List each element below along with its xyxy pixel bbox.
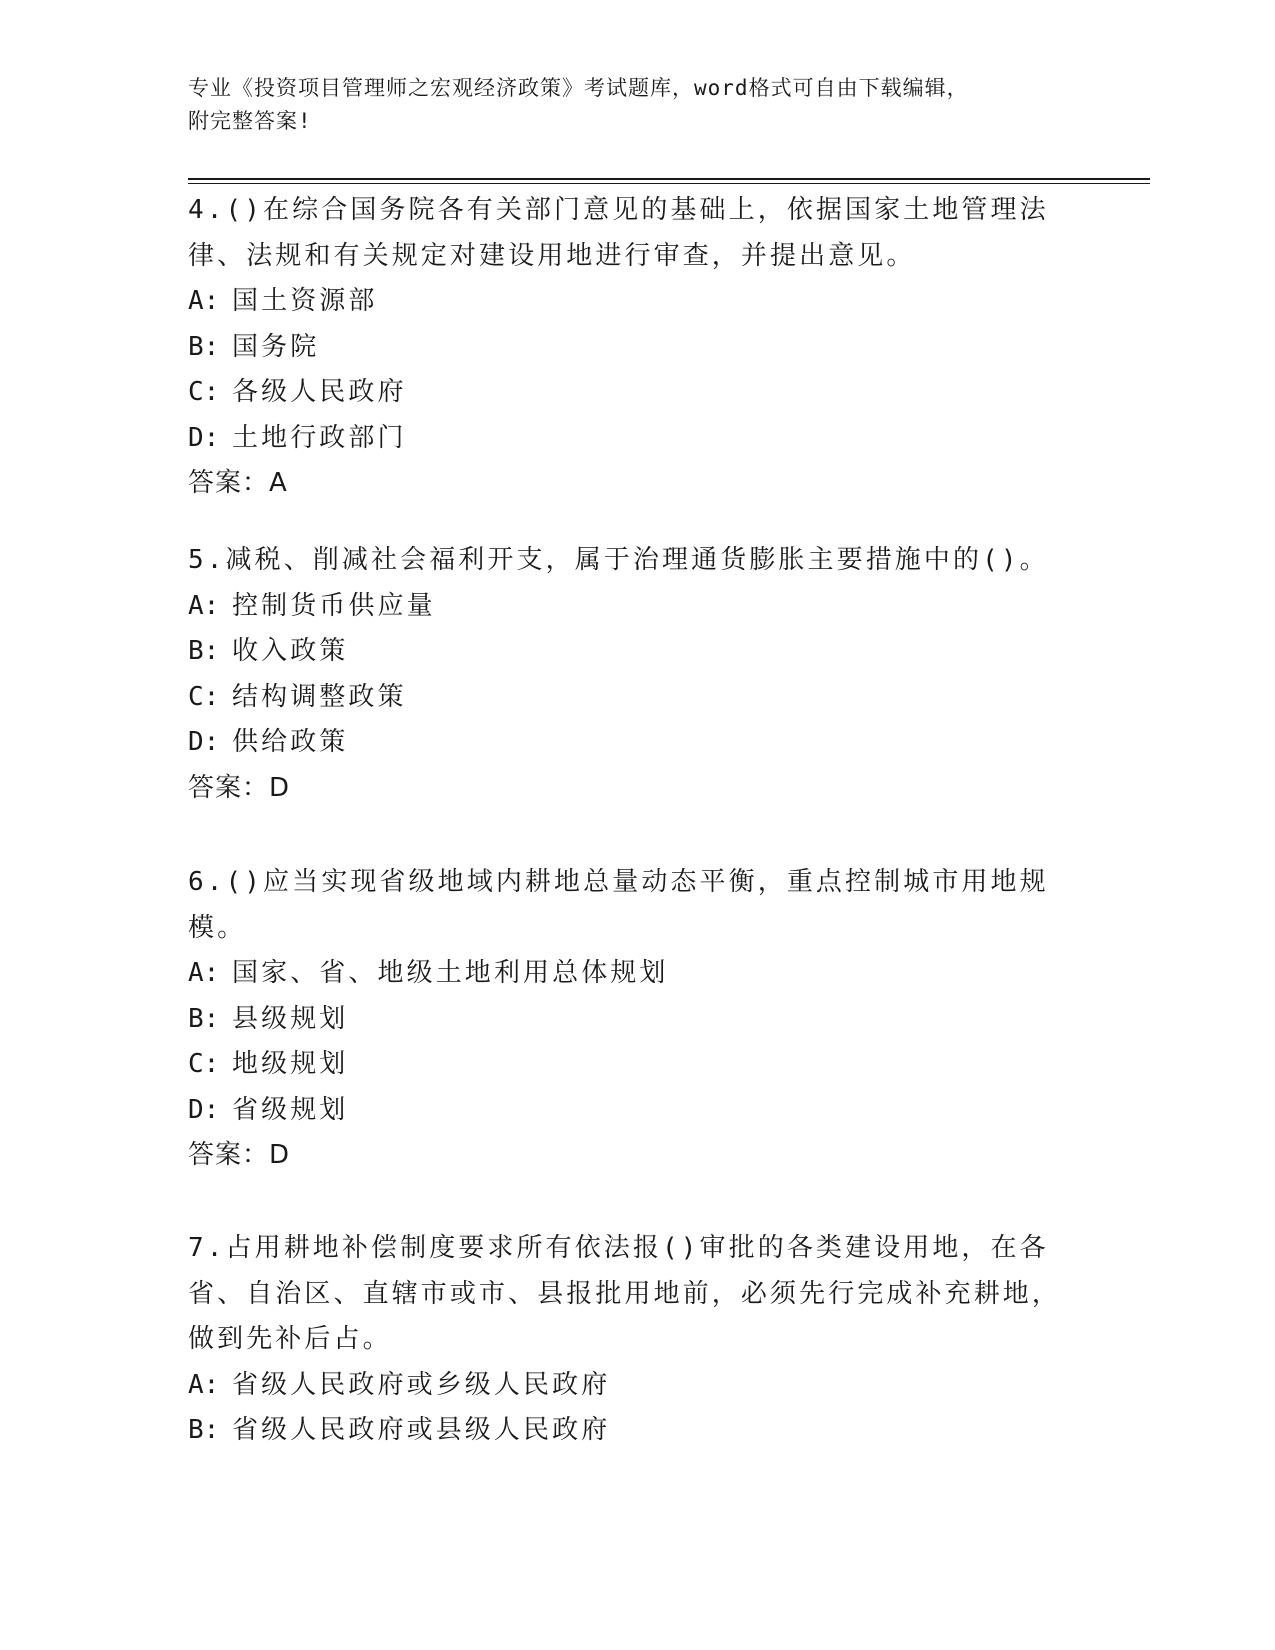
option-a — [188, 584, 1068, 630]
question-stem: 4.()在综合国务院各有关部门意见的基础上，依据国家土地管理法律、法规和有关规定对建设用地进行审查，并提出意见。 — [188, 195, 1049, 271]
option-letter: B: — [188, 1415, 220, 1445]
option-text: 控制货币供应量 — [232, 590, 436, 621]
option-d — [188, 1088, 1068, 1134]
option-text: 省级人民政府或乡级人民政府 — [232, 1369, 611, 1400]
option-text: 省级人民政府或县级人民政府 — [232, 1415, 611, 1445]
option-letter: B: — [188, 331, 220, 362]
header-line-1: 专业《投资项目管理师之宏观经济政策》考试题库，word格式可自由下载编辑， — [188, 76, 969, 100]
option-c — [188, 675, 1068, 721]
option-d — [188, 720, 1068, 766]
option-letter: C: — [188, 1049, 220, 1079]
header-line-2: 附完整答案! — [188, 109, 312, 133]
option-c — [188, 1042, 1068, 1088]
option-text: 土地行政部门 — [232, 422, 407, 453]
question-stem: 7.占用耕地补偿制度要求所有依法报()审批的各类建设用地，在各省、自治区、直辖市或市、县报批用地前，必须先行完成补充耕地，做到先补后占。 — [188, 1233, 1062, 1354]
option-text: 结构调整政策 — [232, 681, 407, 712]
answer: 答案：D — [188, 772, 291, 803]
option-text: 国土资源部 — [232, 286, 378, 316]
option-letter: A: — [188, 1369, 220, 1400]
option-letter: D: — [188, 1094, 220, 1125]
option-letter: A: — [188, 590, 220, 621]
option-b — [188, 629, 1068, 675]
option-letter: C: — [188, 681, 220, 712]
question-7 — [188, 1226, 1068, 1454]
option-b — [188, 1408, 1068, 1454]
option-text: 收入政策 — [232, 636, 349, 666]
option-letter: B: — [188, 1003, 220, 1034]
question-5 — [188, 538, 1068, 811]
option-text: 县级规划 — [232, 1003, 349, 1034]
option-b — [188, 997, 1068, 1043]
option-letter: C: — [188, 377, 220, 407]
option-b — [188, 325, 1068, 371]
option-text: 供给政策 — [232, 727, 349, 757]
option-text: 地级规划 — [232, 1049, 349, 1079]
header-divider — [188, 178, 1150, 180]
option-a — [188, 279, 1068, 325]
option-letter: A: — [188, 958, 220, 988]
option-d — [188, 416, 1068, 462]
question-stem: 5.减税、削减社会福利开支，属于治理通货膨胀主要措施中的()。 — [188, 545, 1049, 575]
option-c — [188, 370, 1068, 416]
option-letter: D: — [188, 422, 220, 453]
question-6 — [188, 860, 1068, 1179]
header-divider-thin — [188, 183, 1150, 184]
question-stem: 6.()应当实现省级地域内耕地总量动态平衡，重点控制城市用地规模。 — [188, 867, 1049, 943]
option-text: 国家、省、地级土地利用总体规划 — [232, 958, 669, 988]
option-a — [188, 951, 1068, 997]
option-letter: B: — [188, 636, 220, 666]
document-header — [188, 72, 1068, 138]
answer: 答案：D — [188, 1140, 291, 1170]
option-letter: A: — [188, 286, 220, 316]
option-a — [188, 1363, 1068, 1409]
answer: 答案：A — [188, 468, 288, 498]
option-text: 国务院 — [232, 331, 320, 362]
question-4 — [188, 188, 1068, 507]
option-text: 省级规划 — [232, 1094, 349, 1125]
option-text: 各级人民政府 — [232, 377, 407, 407]
option-letter: D: — [188, 727, 220, 757]
